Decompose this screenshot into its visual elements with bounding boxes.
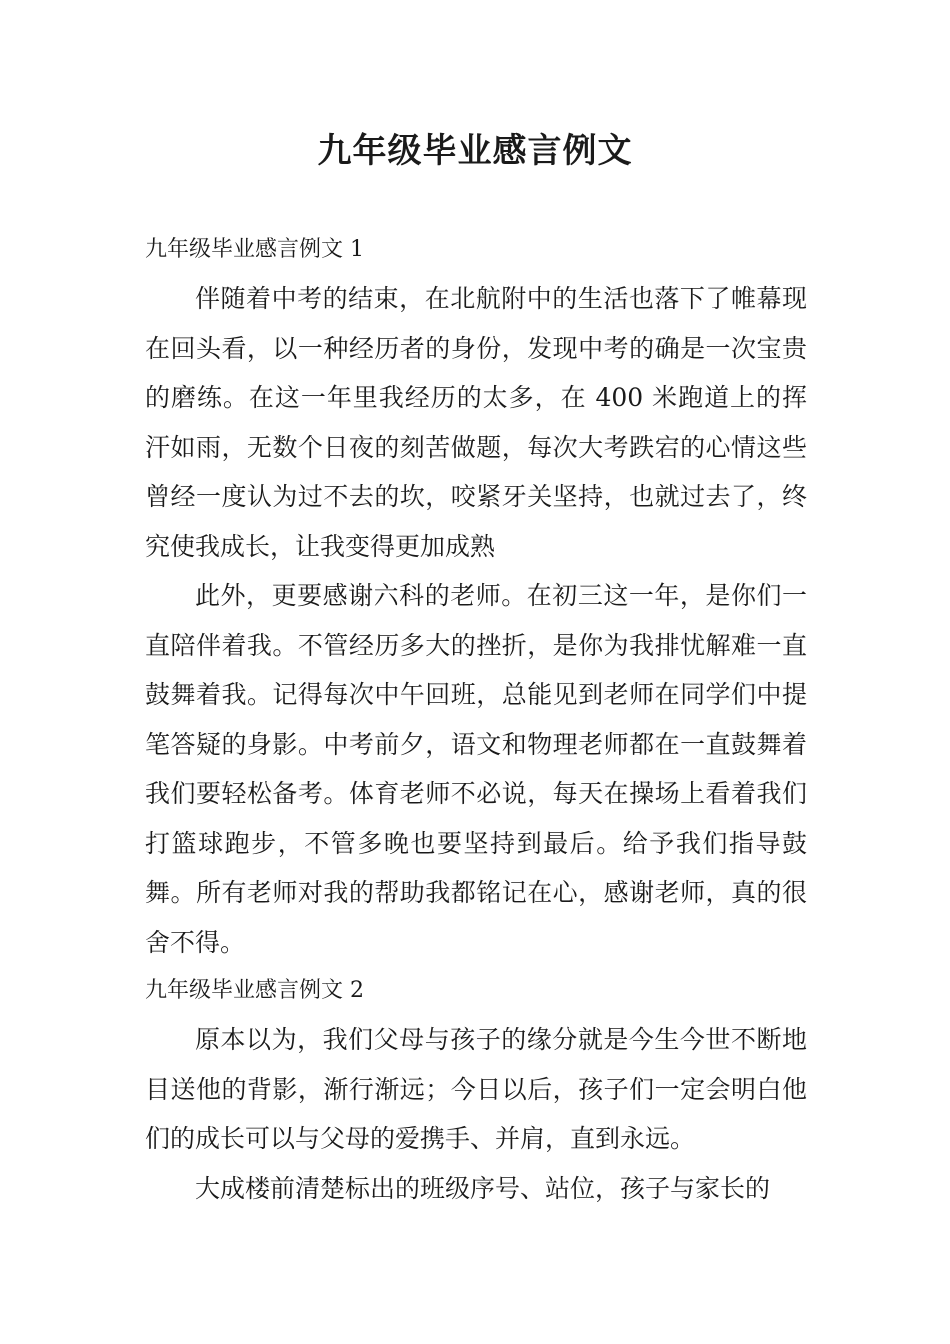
paragraph: 伴随着中考的结束，在北航附中的生活也落下了帷幕现在回头看，以一种经历者的身份，发现中考的确是一次宝贵的磨练。在这一年里我经历的太多，在 400 米跑道上的挥汗如雨，无数个日夜的刻苦做题，每次大考跌宕的心情这些曾经一度认为过不去的坎，咬紧牙关坚持，也就过去了，终究使我成长，让我变得更加成熟 — [145, 284, 807, 561]
paragraph: 大成楼前清楚标出的班级序号、站位，孩子与家长的 — [195, 1173, 771, 1203]
paragraph: 原本以为，我们父母与孩子的缘分就是今生今世不断地目送他的背影，渐行渐远；今日以后，孩子们一定会明白他们的成长可以与父母的爱携手、并肩，直到永远。 — [145, 1025, 807, 1153]
document-body — [145, 226, 807, 1213]
paragraph: 此外，更要感谢六科的老师。在初三这一年，是你们一直陪伴着我。不管经历多大的挫折，是你为我排忧解难一直鼓舞着我。记得每次中午回班，总能见到老师在同学们中提笔答疑的身影。中考前夕，语文和物理老师都在一直鼓舞着我们要轻松备考。体育老师不必说，每天在操场上看着我们打篮球跑步，不管多晚也要坚持到最后。给予我们指导鼓舞。所有老师对我的帮助我都铭记在心，感谢老师，真的很舍不得。 — [145, 581, 807, 957]
section-heading: 九年级毕业感言例文 2 — [145, 978, 364, 1003]
section-heading: 九年级毕业感言例文 1 — [145, 237, 364, 262]
document-title: 九年级毕业感言例文 — [317, 131, 633, 171]
section-2 — [145, 967, 807, 1213]
section-1 — [145, 226, 807, 967]
